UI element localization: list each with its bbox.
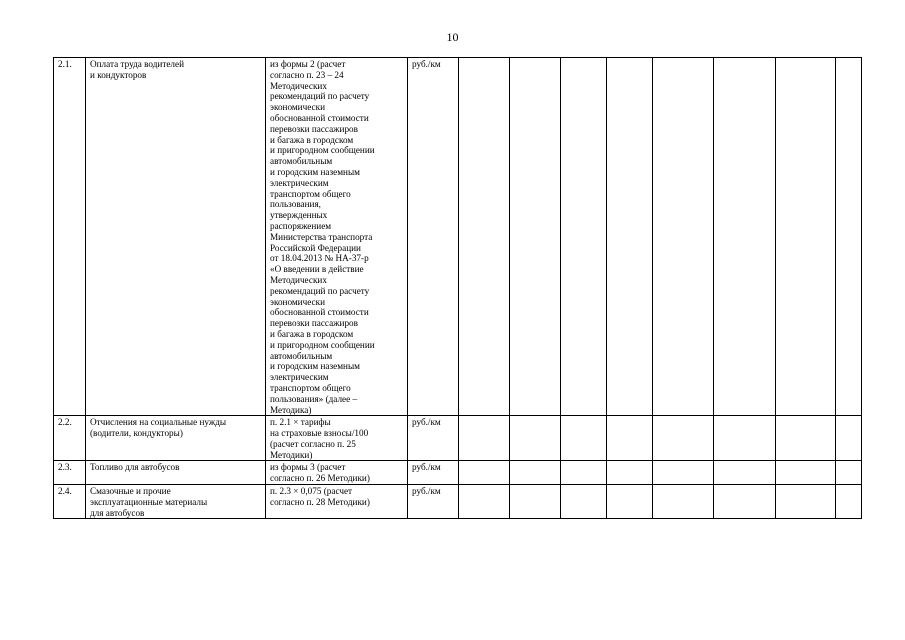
row-basis-line: от 18.04.2013 № НА-37-р: [270, 253, 369, 264]
empty-value-cell: [510, 485, 561, 519]
empty-value-cell: [714, 461, 776, 485]
empty-value-cell: [607, 58, 653, 416]
row-basis-line: п. 2.1 × тарифы: [270, 417, 331, 428]
row-name: [86, 485, 266, 519]
row-basis-line: (расчет согласно п. 25: [270, 438, 356, 449]
row-basis-line: на страховые взносы/100: [270, 428, 369, 439]
row-basis-line: перевозки пассажиров: [270, 123, 358, 134]
row-number: 2.1.: [54, 58, 86, 416]
row-name-line: и кондукторов: [90, 69, 147, 80]
row-basis-line: Министерства транспорта: [270, 231, 373, 242]
row-basis-line: экономически: [270, 296, 325, 307]
empty-value-cell: [714, 485, 776, 519]
empty-value-cell: [653, 58, 714, 416]
empty-value-cell: [510, 416, 561, 461]
row-unit: руб./км: [408, 461, 459, 485]
row-basis-line: и городским наземным: [270, 166, 360, 177]
row-unit: руб./км: [408, 58, 459, 416]
row-basis-line: из формы 2 (расчет: [270, 59, 346, 69]
row-name: [86, 416, 266, 461]
empty-value-cell: [459, 416, 510, 461]
row-basis-line: рекомендаций по расчету: [270, 91, 370, 102]
empty-value-cell: [836, 485, 862, 519]
row-name-line: Оплата труда водителей: [90, 59, 185, 69]
row-basis-line: распоряжением: [270, 220, 332, 231]
table-row: [54, 416, 862, 461]
row-basis-line: пользования» (далее –: [270, 393, 358, 404]
empty-value-cell: [653, 485, 714, 519]
empty-value-cell: [776, 485, 836, 519]
row-number: 2.3.: [54, 461, 86, 485]
row-basis-line: автомобильным: [270, 156, 333, 167]
row-basis-line: и пригородном сообщении: [270, 339, 375, 350]
row-basis: [266, 58, 408, 416]
empty-value-cell: [607, 461, 653, 485]
empty-value-cell: [607, 485, 653, 519]
empty-value-cell: [510, 461, 561, 485]
empty-value-cell: [561, 58, 607, 416]
row-name-line: эксплуатационные материалы: [90, 496, 208, 507]
empty-value-cell: [714, 416, 776, 461]
row-number: 2.4.: [54, 485, 86, 519]
empty-value-cell: [459, 461, 510, 485]
row-basis-line: транспортом общего: [270, 382, 351, 393]
empty-value-cell: [653, 461, 714, 485]
row-basis-line: утвержденных: [270, 210, 328, 221]
row-name: [86, 58, 266, 416]
row-basis-line: согласно п. 26 Методики): [270, 473, 370, 484]
empty-value-cell: [776, 58, 836, 416]
row-name: [86, 461, 266, 485]
empty-value-cell: [776, 416, 836, 461]
row-basis-line: согласно п. 23 – 24: [270, 69, 344, 80]
row-basis: [266, 461, 408, 485]
empty-value-cell: [714, 58, 776, 416]
row-unit: руб./км: [408, 416, 459, 461]
row-basis-line: и городским наземным: [270, 361, 360, 372]
empty-value-cell: [653, 416, 714, 461]
cost-table: [53, 57, 862, 519]
empty-value-cell: [510, 58, 561, 416]
row-basis-line: из формы 3 (расчет: [270, 462, 346, 473]
row-name-line: Отчисления на социальные нужды: [90, 417, 227, 428]
empty-value-cell: [607, 416, 653, 461]
row-basis-line: Российской Федерации: [270, 242, 361, 253]
row-basis-line: автомобильным: [270, 350, 333, 361]
table-row: [54, 58, 862, 416]
empty-value-cell: [561, 485, 607, 519]
row-basis-line: рекомендаций по расчету: [270, 285, 370, 296]
row-basis-line: Методика): [270, 404, 312, 415]
row-basis: [266, 416, 408, 461]
row-basis-line: электрическим: [270, 177, 329, 188]
empty-value-cell: [776, 461, 836, 485]
row-basis-line: транспортом общего: [270, 188, 351, 199]
empty-value-cell: [836, 416, 862, 461]
empty-value-cell: [836, 461, 862, 485]
row-basis-line: Методики): [270, 449, 313, 460]
row-basis-line: обоснованной стоимости: [270, 307, 369, 318]
row-name-line: для автобусов: [90, 507, 145, 518]
row-basis-line: электрическим: [270, 372, 329, 383]
row-basis-line: п. 2.3 × 0,075 (расчет: [270, 486, 353, 497]
page-number: 10: [446, 30, 459, 44]
row-basis-line: согласно п. 28 Методики): [270, 496, 370, 507]
row-number: 2.2.: [54, 416, 86, 461]
empty-value-cell: [459, 485, 510, 519]
row-unit: руб./км: [408, 485, 459, 519]
row-basis-line: Методических: [270, 80, 327, 91]
row-name-line: (водители, кондукторы): [90, 428, 183, 439]
empty-value-cell: [459, 58, 510, 416]
empty-value-cell: [561, 416, 607, 461]
row-basis-line: Методических: [270, 274, 327, 285]
row-basis-line: обоснованной стоимости: [270, 112, 369, 123]
row-name-line: Смазочные и прочие: [90, 486, 171, 497]
row-basis: [266, 485, 408, 519]
row-name-line: Топливо для автобусов: [90, 462, 180, 473]
row-basis-line: и пригородном сообщении: [270, 145, 375, 156]
empty-value-cell: [561, 461, 607, 485]
table-row: [54, 485, 862, 519]
row-basis-line: перевозки пассажиров: [270, 318, 358, 329]
row-basis-line: пользования,: [270, 199, 321, 210]
table-row: [54, 461, 862, 485]
row-basis-line: и багажа в городском: [270, 134, 354, 145]
row-basis-line: и багажа в городском: [270, 328, 354, 339]
empty-value-cell: [836, 58, 862, 416]
row-basis-line: «О введении в действие: [270, 264, 364, 275]
row-basis-line: экономически: [270, 102, 325, 113]
